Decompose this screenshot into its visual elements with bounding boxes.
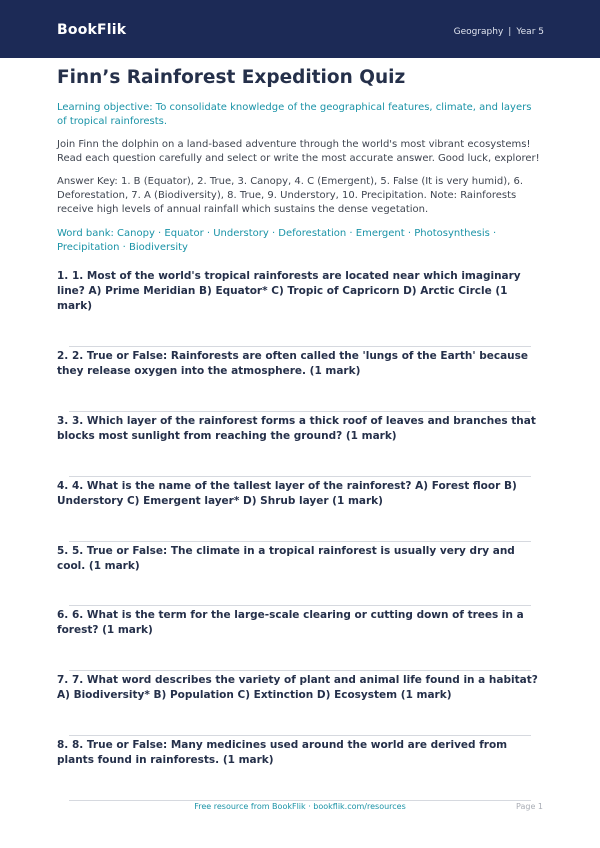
worksheet-body: [57, 64, 543, 801]
question-list: [57, 269, 543, 801]
footer-link[interactable]: Free resource from BookFlik · bookflik.com/resources: [194, 802, 406, 811]
question-4: 4. 4. What is the name of the tallest layer of the rainforest? A) Forest floor B) Understory C) Emergent layer* D) Shrub layer (1 mark): [57, 480, 517, 507]
answer-line-5[interactable]: [69, 605, 531, 606]
learning-objective: Learning objective: To consolidate knowledge of the geographical features, climate, and layers of tropical rainforests.: [57, 102, 532, 127]
answer-line-3[interactable]: [69, 476, 531, 477]
answer-line-4[interactable]: [69, 541, 531, 542]
answer-line-7[interactable]: [69, 735, 531, 736]
answer-line-1[interactable]: [69, 346, 531, 347]
question-8: 8. 8. True or False: Many medicines used around the world are derived from plants found in rainforests. (1 mark): [57, 739, 508, 766]
meta-separator: |: [508, 27, 512, 37]
answer-key: Answer Key: 1. B (Equator), 2. True, 3. Canopy, 4. C (Emergent), 5. False (It is very humid), 6. Deforestation, 7. A (Biodiversity), 8. True, 9. Understory, 10. Precipitation. Note: Rainforests receive high levels of annual rainfall which sustains the dense vegetation.: [57, 176, 524, 215]
subject-label: Geography: [453, 27, 504, 37]
question-2: 2. 2. True or False: Rainforests are often called the 'lungs of the Earth' because they release oxygen into the atmosphere. (1 mark): [57, 350, 529, 377]
question-5: 5. 5. True or False: The climate in a tropical rainforest is usually very dry and cool. (1 mark): [57, 545, 515, 572]
question-6: 6. 6. What is the term for the large-scale clearing or cutting down of trees in a forest? (1 mark): [57, 609, 524, 636]
question-7: 7. 7. What word describes the variety of plant and animal life found in a habitat? A) Biodiversity* B) Population C) Extinction D) Ecosystem (1 mark): [57, 674, 538, 701]
answer-line-8[interactable]: [69, 800, 531, 801]
intro-text: Join Finn the dolphin on a land-based adventure through the world's most vibrant ecosystems! Read each question carefully and select or write the most accurate answer. Good luck, explorer!: [57, 139, 540, 164]
page-title: Finn’s Rainforest Expedition Quiz: [57, 67, 406, 88]
year-label: Year 5: [516, 27, 544, 37]
question-3: 3. 3. Which layer of the rainforest forms a thick roof of leaves and branches that blocks most sunlight from reaching the ground? (1 mark): [57, 415, 536, 442]
answer-line-2[interactable]: [69, 411, 531, 412]
question-1: 1. 1. Most of the world's tropical rainforests are located near which imaginary line? A) Prime Meridian B) Equator* C) Tropic of Capricorn D) Arctic Circle (1 mark): [57, 270, 521, 312]
header-meta: [454, 27, 544, 37]
answer-line-6[interactable]: [69, 670, 531, 671]
page-number: Page 1: [516, 802, 543, 811]
page-header: [0, 0, 600, 58]
word-bank: Word bank: Canopy · Equator · Understory · Deforestation · Emergent · Photosynthesis · Precipitation · Biodiversity: [57, 228, 497, 253]
brand-logo: BookFlik: [57, 22, 127, 38]
